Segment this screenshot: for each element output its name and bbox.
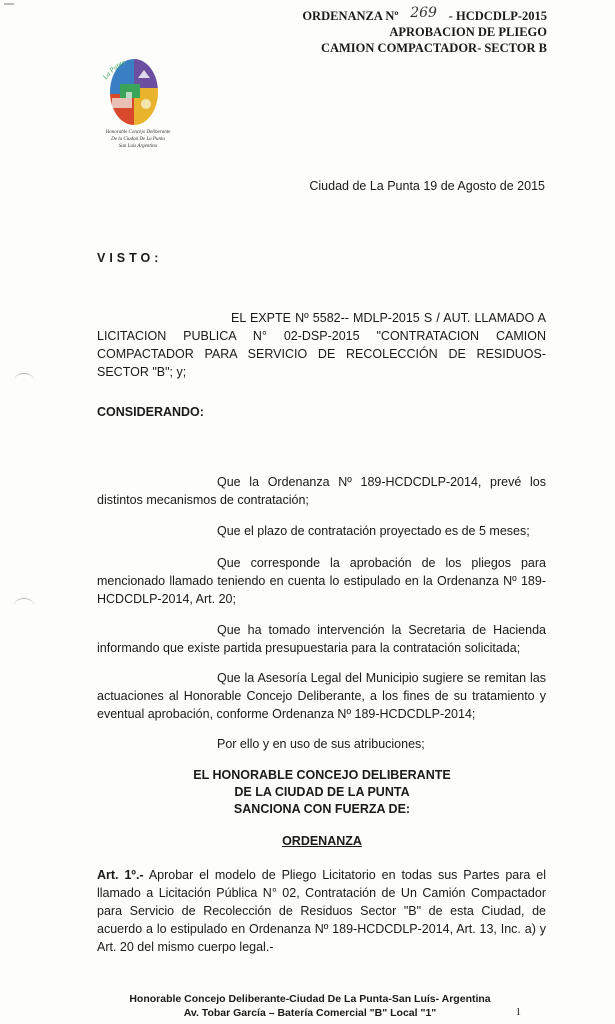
considerando-paragraph [97, 554, 546, 608]
header-line-3: CAMION COMPACTADOR- SECTOR B [320, 41, 547, 55]
considerando-text: Que el plazo de contratación proyectado es de 5 meses; [217, 524, 530, 538]
article-1 [97, 866, 546, 956]
council-declaration [140, 767, 504, 818]
footer-line-1: Honorable Concejo Deliberante-Ciudad De La Punta-San Luís- Argentina [129, 993, 491, 1005]
council-line: SANCIONA CON FUERZA DE: [233, 802, 411, 816]
ordenanza-title: ORDENANZA [282, 834, 362, 848]
header-line-2: APROBACION DE PLIEGO [389, 25, 547, 39]
council-line: DE LA CIUDAD DE LA PUNTA [234, 785, 410, 799]
considerando-paragraph [97, 735, 546, 753]
considerando-text: Que la Asesoría Legal del Municipio sugiere se remitan las actuaciones al Honorable Concejo Deliberante, a los fines de su tratamiento y eventual aprobación, conforme Ordenanza Nº 189-HCDCDLP-2014; [97, 671, 546, 721]
article-label: Art. 1º.- [97, 868, 144, 882]
ordenanza-suffix: - HCDCDLP-2015 [448, 9, 547, 23]
article-text: Aprobar el modelo de Pliego Licitatorio en todas sus Partes para el llamado a Licitación Pública N° 02, Contratación de Un Camión Compactador para Servicio de Recolección de Residuos Sector "B" de esta Ciudad, de acuerdo a lo estipulado en Ordenanza Nº 189-HCDCDLP-2014, Art. 13, Inc. a) y Art. 20 del mismo cuerpo legal.- [97, 868, 546, 954]
considerando-text: Que corresponde la aprobación de los pliegos para mencionado llamado teniendo en cuenta lo estipulado en la Ordenanza Nº 189-HCDCDLP-2014, Art. 20; [97, 556, 546, 606]
punch-hole-mark [14, 598, 34, 613]
punch-hole-mark [14, 373, 34, 388]
document-header [302, 5, 547, 56]
considerando-heading: CONSIDERANDO: [97, 405, 204, 419]
visto-text: EL EXPTE Nº 5582-- MDLP-2015 S / AUT. LLAMADO A LICITACION PUBLICA N° 02-DSP-2015 "CONTRATACION CAMION COMPACTADOR PARA SERVICIO DE RECOLECCIÓN DE RESIDUOS- SECTOR "B"; y; [97, 311, 546, 379]
visto-heading: VISTO: [97, 251, 163, 265]
logo-caption-line: San Luis Argentina [118, 144, 158, 149]
considerando-text: Que ha tomado intervención la Secretaria de Hacienda informando que existe partida presupuestaria para la contratación solicitada; [97, 623, 546, 655]
logo-caption-line: Honorable Concejo Deliberante [105, 130, 171, 135]
considerando-text: Que la Ordenanza Nº 189-HCDCDLP-2014, prevé los distintos mecanismos de contratación; [97, 475, 546, 507]
ordenanza-prefix: ORDENANZA Nº [302, 9, 399, 23]
considerando-paragraph [97, 621, 546, 657]
visto-paragraph [97, 309, 546, 381]
logo-caption [98, 129, 178, 150]
scan-mark [4, 3, 14, 5]
considerando-paragraph [97, 473, 546, 509]
considerando-paragraph [97, 522, 546, 540]
handwritten-number: 269 [410, 5, 437, 21]
council-logo [98, 54, 168, 128]
page-number: 1 [515, 1006, 521, 1018]
logo-caption-line: De la Ciudad De La Punta [111, 137, 165, 142]
ordenanza-number-line [302, 5, 547, 24]
considerando-paragraph [97, 669, 546, 723]
footer-line-2: Av. Tobar García – Batería Comercial "B" Local "1" [183, 1007, 437, 1019]
council-line: EL HONORABLE CONCEJO DELIBERANTE [193, 768, 451, 782]
document-footer [100, 992, 520, 1020]
document-date: Ciudad de La Punta 19 de Agosto de 2015 [309, 179, 545, 193]
considerando-text: Por ello y en uso de sus atribuciones; [217, 737, 425, 751]
logo-arc-text: La Punta [101, 58, 127, 82]
